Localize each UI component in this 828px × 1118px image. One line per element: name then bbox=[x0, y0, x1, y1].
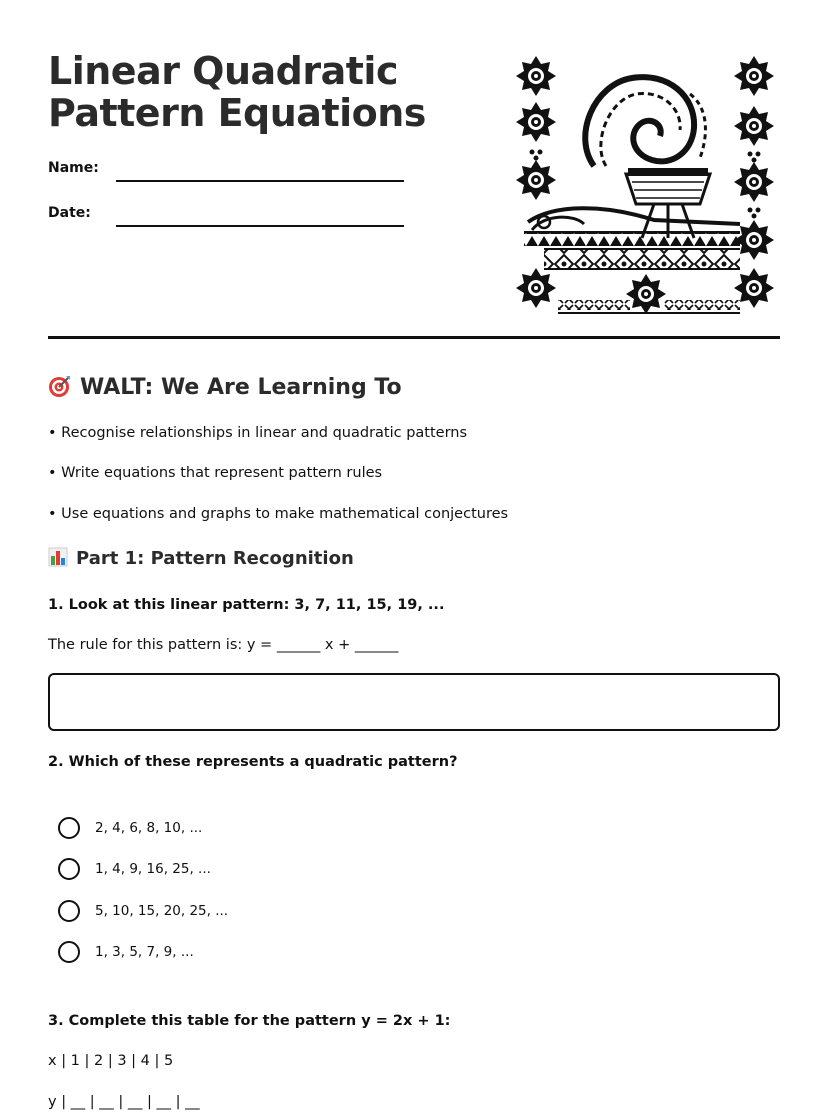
date-label: Date: bbox=[48, 205, 91, 221]
walt-heading-text: WALT: We Are Learning To bbox=[80, 375, 402, 400]
walt-item: • Use equations and graphs to make mathematical conjectures bbox=[48, 506, 509, 522]
option-label: 1, 3, 5, 7, 9, ... bbox=[95, 944, 194, 960]
option-1[interactable] bbox=[58, 816, 202, 840]
part1-heading bbox=[48, 547, 354, 569]
target-icon bbox=[48, 374, 72, 398]
question-1: 1. Look at this linear pattern: 3, 7, 11, 15, 19, ... bbox=[48, 597, 445, 613]
question-3: 3. Complete this table for the pattern y = 2x + 1: bbox=[48, 1013, 451, 1029]
question-2: 2. Which of these represents a quadratic pattern? bbox=[48, 754, 458, 770]
walt-item: • Write equations that represent pattern rules bbox=[48, 465, 383, 481]
table-x-row: x | 1 | 2 | 3 | 4 | 5 bbox=[48, 1053, 174, 1069]
question-1-rule: The rule for this pattern is: y = ______ x + ______ bbox=[48, 637, 399, 653]
walt-item: • Recognise relationships in linear and quadratic patterns bbox=[48, 425, 468, 441]
option-2[interactable] bbox=[58, 857, 211, 881]
question-1-answer-box[interactable] bbox=[48, 673, 780, 731]
option-4[interactable] bbox=[58, 940, 194, 964]
worksheet-title: Linear Quadratic Pattern Equations bbox=[48, 49, 426, 135]
name-line[interactable] bbox=[116, 180, 404, 182]
option-label: 1, 4, 9, 16, 25, ... bbox=[95, 861, 211, 877]
radio-button[interactable] bbox=[58, 858, 80, 880]
section-divider bbox=[48, 336, 780, 339]
part1-heading-text: Part 1: Pattern Recognition bbox=[76, 548, 354, 569]
option-label: 2, 4, 6, 8, 10, ... bbox=[95, 820, 203, 836]
table-y-row: y | __ | __ | __ | __ | __ bbox=[48, 1094, 200, 1110]
bar-chart-icon bbox=[48, 547, 68, 567]
walt-heading bbox=[48, 374, 402, 400]
radio-button[interactable] bbox=[58, 941, 80, 963]
option-3[interactable] bbox=[58, 899, 228, 923]
name-label: Name: bbox=[48, 160, 99, 176]
date-line[interactable] bbox=[116, 225, 404, 227]
option-label: 5, 10, 15, 20, 25, ... bbox=[95, 903, 229, 919]
radio-button[interactable] bbox=[58, 900, 80, 922]
radio-button[interactable] bbox=[58, 817, 80, 839]
decorative-pattern-art bbox=[514, 54, 776, 316]
